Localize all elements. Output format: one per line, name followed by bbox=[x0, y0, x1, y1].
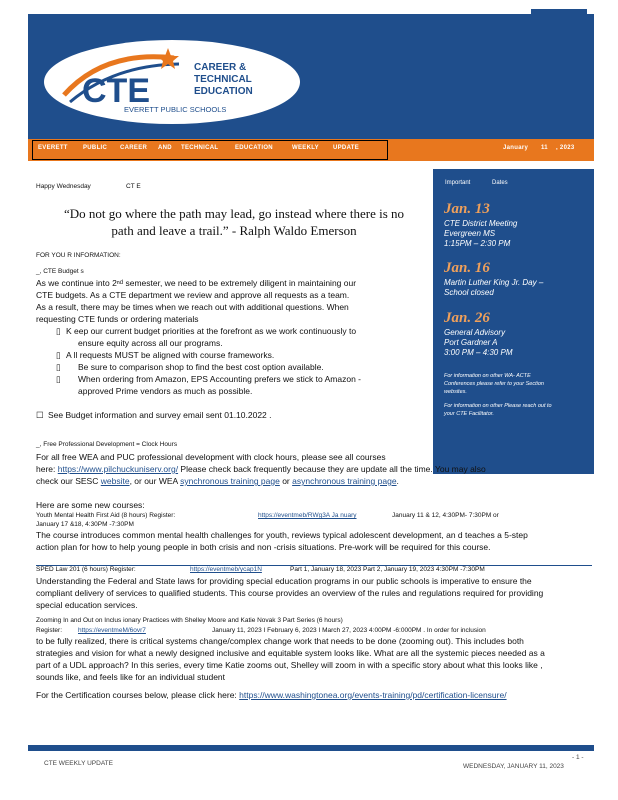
sidebar-note: websites. bbox=[444, 389, 467, 395]
course-register-link[interactable]: https://eventmeM/6ovr7 bbox=[78, 627, 146, 634]
cte-logo bbox=[44, 40, 300, 124]
greeting: Happy Wednesday bbox=[36, 183, 91, 190]
event-line: School closed bbox=[444, 288, 494, 297]
budget-text: requesting CTE funds or ordering materials bbox=[36, 314, 199, 324]
budget-heading: _, CTE Budget s bbox=[36, 268, 84, 275]
pd-text-line: here: https://www.pilchuckuniserv.org/ Please check back frequently because they are update all the time. You may also bbox=[36, 464, 486, 474]
course-description: special education services. bbox=[36, 600, 138, 610]
bar-word: CAREER bbox=[120, 145, 148, 151]
pd-text: For all free WEA and PUC professional development with clock hours, please see all courses bbox=[36, 452, 386, 462]
sidebar-note: Conferences please refer to your Section bbox=[444, 381, 544, 387]
sidebar-note: For information on other WA- ACTE bbox=[444, 373, 531, 379]
course-description: The course introduces common mental health challenges for youth, reviews typical adolescent development, an d teaches a 5-step bbox=[36, 530, 528, 540]
page-number: - 1 - bbox=[572, 754, 584, 761]
greeting-cte: CT E bbox=[126, 183, 141, 190]
courses-heading: Here are some new courses: bbox=[36, 500, 145, 510]
course-description: compliant delivery of services to qualified students. This course provides an overview of the rules and regulations required for providing bbox=[36, 588, 544, 598]
checkbox-icon: ☐ bbox=[36, 410, 44, 420]
bar-word: EDUCATION bbox=[235, 145, 273, 151]
course-description: to be fully realized, there is critical systems change/complex change work that needs to be done (zooming out). This includes both bbox=[36, 636, 524, 646]
course-title: Zooming In and Out on Inclus ionary Practices with Shelley Moore and Katie Novak 3 Part Series (6 hours) bbox=[36, 617, 343, 624]
course-title: SPED Law 201 (6 hours) Register: bbox=[36, 566, 136, 573]
bar-word: EVERETT bbox=[38, 145, 68, 151]
certification-line: For the Certification courses below, please click here: https://www.washingtonea.org/events-training/pd/certification-licensure/ bbox=[36, 690, 507, 700]
sesc-website-link[interactable]: website bbox=[100, 476, 130, 486]
sidebar-note: your CTE Facilitator. bbox=[444, 411, 494, 417]
bar-word: PUBLIC bbox=[83, 145, 108, 151]
course-title: Youth Mental Health First Aid (8 hours) Register: bbox=[36, 512, 176, 519]
course-register-link[interactable]: https://eventmeb/ycap1N bbox=[190, 566, 262, 573]
bullet-marker: ▯ bbox=[56, 326, 61, 336]
course-description: sounds like, and feels like for an individual student bbox=[36, 672, 226, 682]
event-date: Jan. 13 bbox=[444, 201, 490, 217]
course-dates: January 17 &18, 4:30PM -7:30PM bbox=[36, 521, 134, 528]
bullet-marker: ▯ bbox=[56, 374, 61, 384]
quote-line: path and leave a trail.” - Ralph Waldo Emerson bbox=[111, 223, 357, 238]
bullet-item: approved Prime vendors as much as possible. bbox=[78, 386, 253, 396]
course-register-link[interactable]: https://eventmeb/RWg3A Ja nuary bbox=[258, 512, 357, 519]
svg-text:CAREER &: CAREER & bbox=[194, 62, 247, 73]
course-register-label: Register: bbox=[36, 627, 63, 634]
course-description: Understanding the Federal and State laws for providing special education programs in our public schools is imperative to ensure the bbox=[36, 576, 532, 586]
certification-link[interactable]: https://www.washingtonea.org/events-training/pd/certification-licensure/ bbox=[239, 690, 507, 700]
bullet-item: Be sure to comparison shop to find the best cost option available. bbox=[78, 362, 324, 372]
sidebar-heading: Important bbox=[445, 180, 471, 186]
budget-text: CTE budgets. As a CTE department we review and approve all requests as a team. bbox=[36, 290, 350, 300]
budget-email-note: See Budget information and survey email sent 01.10.2022 . bbox=[48, 410, 272, 420]
course-dates: Part 1, January 18, 2023 Part 2, January 19, 2023 4:30PM -7:30PM bbox=[290, 566, 485, 573]
course-dates: January 11, 2023 I February 6, 2023 I March 27, 2023 4:00PM -6:000PM . In order for inclusion bbox=[212, 627, 486, 634]
event-line: Martin Luther King Jr. Day – bbox=[444, 278, 544, 287]
event-date: Jan. 26 bbox=[444, 310, 490, 326]
footer-title: CTE WEEKLY UPDATE bbox=[44, 760, 113, 767]
bar-word: WEEKLY bbox=[292, 145, 319, 151]
course-description: part of a UDL approach? In this series, every time Katie zooms out, Shelley will zoom in with a specific story about what this looks like , bbox=[36, 660, 543, 670]
synchronous-training-link[interactable]: synchronous training page bbox=[180, 476, 280, 486]
budget-text: As a result, there may be times when we reach out with additional questions. When bbox=[36, 302, 349, 312]
bullet-item: ensure equity across all our programs. bbox=[78, 338, 223, 348]
bar-word: TECHNICAL bbox=[181, 145, 219, 151]
footer-date: WEDNESDAY, JANUARY 11, 2023 bbox=[463, 763, 564, 770]
svg-text:EVERETT PUBLIC SCHOOLS: EVERETT PUBLIC SCHOOLS bbox=[124, 105, 227, 114]
bar-date-month: January bbox=[503, 145, 529, 151]
asynchronous-training-link[interactable]: asynchronous training page bbox=[292, 476, 397, 486]
bullet-marker: ▯ bbox=[56, 350, 61, 360]
logo-title: CTE bbox=[82, 72, 150, 110]
budget-text: As we continue into 2ⁿᵈ semester, we need to be extremely diligent in maintaining our bbox=[36, 278, 357, 288]
sidebar-heading: Dates bbox=[492, 180, 508, 186]
event-line: Port Gardner A bbox=[444, 338, 498, 347]
pilchuck-link[interactable]: https://www.pilchuckuniserv.org/ bbox=[57, 464, 179, 474]
course-description: strategies and vision for what a newly designed inclusive and equitable system looks like. What are all the systemic pieces needed as a bbox=[36, 648, 545, 658]
bullet-item: K eep our current budget priorities at the forefront as we work continuously to bbox=[66, 326, 357, 336]
event-line: General Advisory bbox=[444, 328, 506, 337]
quote-line: “Do not go where the path may lead, go instead where there is no bbox=[63, 206, 405, 221]
sidebar-note: For information on other Please reach out to bbox=[444, 403, 552, 409]
course-description: action plan for how to help young people in both crisis and non -crisis situations. Pre-work will be required for this course. bbox=[36, 542, 491, 552]
pd-heading: _, Free Professional Development = Clock Hours bbox=[36, 441, 178, 448]
bullet-marker: ▯ bbox=[56, 362, 61, 372]
bar-word: UPDATE bbox=[333, 145, 360, 151]
footer-bar bbox=[28, 745, 594, 751]
event-line: 1:15PM – 2:30 PM bbox=[444, 239, 511, 248]
pd-text-line: check our SESC website, or our WEA synchronous training page or asynchronous training page. bbox=[36, 476, 399, 486]
bar-date-year: , 2023 bbox=[556, 145, 575, 151]
event-line: Evergreen MS bbox=[444, 229, 496, 238]
event-line: 3:00 PM – 4:30 PM bbox=[444, 348, 513, 357]
svg-text:EDUCATION: EDUCATION bbox=[194, 86, 253, 97]
bullet-item: When ordering from Amazon, EPS Accounting prefers we stick to Amazon - bbox=[78, 374, 361, 384]
event-line: CTE District Meeting bbox=[444, 219, 518, 228]
bullet-item: A ll requests MUST be aligned with course frameworks. bbox=[66, 350, 275, 360]
logo-graphic bbox=[44, 40, 300, 124]
bar-word: AND bbox=[158, 145, 172, 151]
info-heading: FOR YOU R INFORMATION: bbox=[36, 252, 121, 259]
event-date: Jan. 16 bbox=[444, 260, 490, 276]
course-dates: January 11 & 12, 4:30PM- 7:30PM or bbox=[392, 512, 499, 519]
bar-date-day: 11 bbox=[541, 145, 548, 151]
svg-text:TECHNICAL: TECHNICAL bbox=[194, 74, 252, 85]
